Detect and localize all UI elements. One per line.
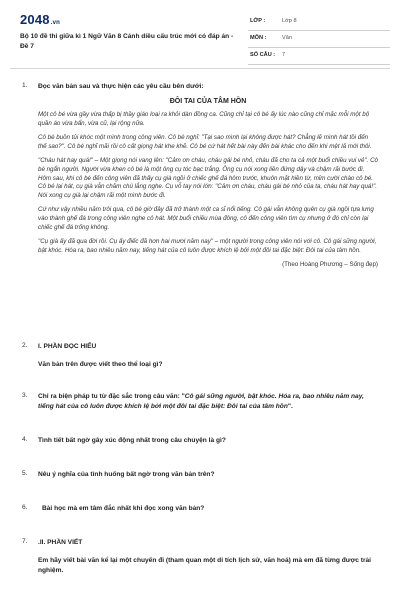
question-number: 4.: [22, 436, 28, 443]
passage-title: ĐÔI TAI CỦA TÂM HỒN: [169, 98, 247, 105]
meta-info-table: [248, 14, 390, 65]
question-number: 5.: [22, 470, 28, 477]
passage-paragraph: Cứ như vậy nhiều năm trôi qua, cô bé giờ đây đã trở thành một ca sĩ nổi tiếng. Cô gái vẫn không quên cụ già ngồi tựa lưng vào thành ghế đá trong công viên nghe cô hát. Một buổi chiều mùa đông, cô đến công viên tìm cụ nhưng ở đó chỉ còn lại chiếc ghế đá trống không.: [38, 206, 374, 231]
site-logo[interactable]: 2048.vn: [20, 12, 61, 27]
question-text: Văn bản trên được viết theo thể loại gì?: [38, 361, 163, 368]
meta-value: 7: [282, 52, 286, 58]
passage-source: (Theo Hoàng Phương – Sống đẹp): [282, 261, 378, 269]
question-number: 3.: [22, 392, 28, 399]
passage-paragraph: "Cụ già ấy đã qua đời rồi. Cụ ấy điếc đã hơn hai mươi năm nay" – một người trong công viên nói với cô. Cô gái sững người, bật khóc. Hóa ra, bao nhiêu năm nay, tiếng hát của cô luôn được khích lệ bởi một đôi tai đặc biệt: Đôi tai của tâm hồn.: [38, 238, 377, 254]
question-text: Nêu ý nghĩa của tình huống bất ngờ trong văn bản trên?: [38, 471, 215, 478]
document-title: Bộ 10 đề thi giữa kì 1 Ngữ Văn 8 Cánh diều cấu trúc mới có đáp án - Đề 7: [20, 33, 234, 50]
meta-row-subject: [248, 31, 390, 48]
quoted-sentence: Cô gái sững người, bật khóc. Hóa ra, bao nhiêu năm nay, tiếng hát của cô luôn được khích lệ bởi một đôi tai đặc biệt: Đôi tai của tâm hồn: [38, 393, 364, 410]
meta-row-count: [248, 48, 390, 65]
reading-passage: [38, 98, 378, 268]
meta-label: SỐ CÂU :: [250, 52, 276, 58]
question-text: Em hãy viết bài văn kể lại một chuyến đi (tham quan một di tích lịch sử, văn hoá) mà em đã từng được trải nghiệm.: [38, 557, 372, 574]
question-text: Đọc văn bản sau và thực hiện các yêu cầu bên dưới:: [38, 83, 204, 90]
passage-paragraph: Một cô bé vừa gầy vừa thấp bị thầy giáo loại ra khỏi dàn đồng ca. Cũng chỉ tại cô bé ấy lúc nào cũng chỉ mặc mỗi một bộ quần áo vừa bẩn, vừa cũ, lại rộng nữa.: [38, 111, 370, 127]
question-text: Chỉ ra biện pháp tu từ đặc sắc trong câu văn: "Cô gái sững người, bật khóc. Hóa ra, bao nhiêu năm nay, tiếng hát của cô luôn được khích lệ bởi một đôi tai đặc biệt: Đôi tai của tâm hồn".: [38, 393, 364, 410]
section-heading: .II. PHẦN VIẾT: [38, 539, 83, 546]
question-number: 2.: [22, 342, 28, 349]
passage-paragraph: "Cháu hát hay quá!" – Một giọng nói vang lên: "Cảm ơn cháu, cháu gái bé nhỏ, cháu đã cho ta cả một buổi chiều vui vẻ". Cô bé ngẩn người. Người vừa khen cô bé là một ông cụ tóc bạc trắng. Ông cụ nói xong liền đứng dậy và chậm rãi bước đi. Hôm sau, khi cô bé đến công viên đã thấy cụ già ngồi ở chiếc ghế đá hôm trước, khuôn mặt hiền từ, mỉm cười chào cô bé. Cô bé lại hát, cụ già vẫn chăm chú lắng nghe. Cụ vỗ tay nói lớn: "Cảm ơn cháu, cháu gái bé nhỏ của ta, cháu hát hay quá!". Nói xong cụ già lại chậm rãi một mình bước đi.: [38, 157, 378, 199]
question-number: 1.: [22, 82, 28, 89]
meta-label: LỚP :: [250, 18, 266, 24]
header-divider: [10, 68, 390, 69]
section-heading: I. PHẦN ĐỌC HIỂU: [38, 343, 97, 350]
question-number: 6.: [22, 504, 28, 511]
document-header: [0, 0, 400, 68]
meta-label: MÔN :: [250, 35, 267, 41]
question-text: Bài học mà em tâm đắc nhất khi đọc xong văn bản?: [42, 505, 205, 512]
meta-value: Lớp 8: [282, 18, 297, 24]
passage-paragraph: Cô bé buồn tủi khóc một mình trong công viên. Cô bé nghĩ: "Tại sao mình lại không được hát? Chẳng lẽ mình hát tồi đến thế sao?". Cô bé nghĩ mãi rồi cô cất giọng hát khe khẽ. Cô bé cứ hát hết bài này đến bài khác cho đến khi mệt lả mới thôi.: [38, 134, 372, 150]
meta-value: Văn: [282, 35, 292, 41]
question-number: 7.: [22, 538, 28, 545]
question-text: Tình tiết bất ngờ gây xúc động nhất trong câu chuyện là gì?: [38, 437, 226, 444]
meta-row-class: [248, 14, 390, 31]
